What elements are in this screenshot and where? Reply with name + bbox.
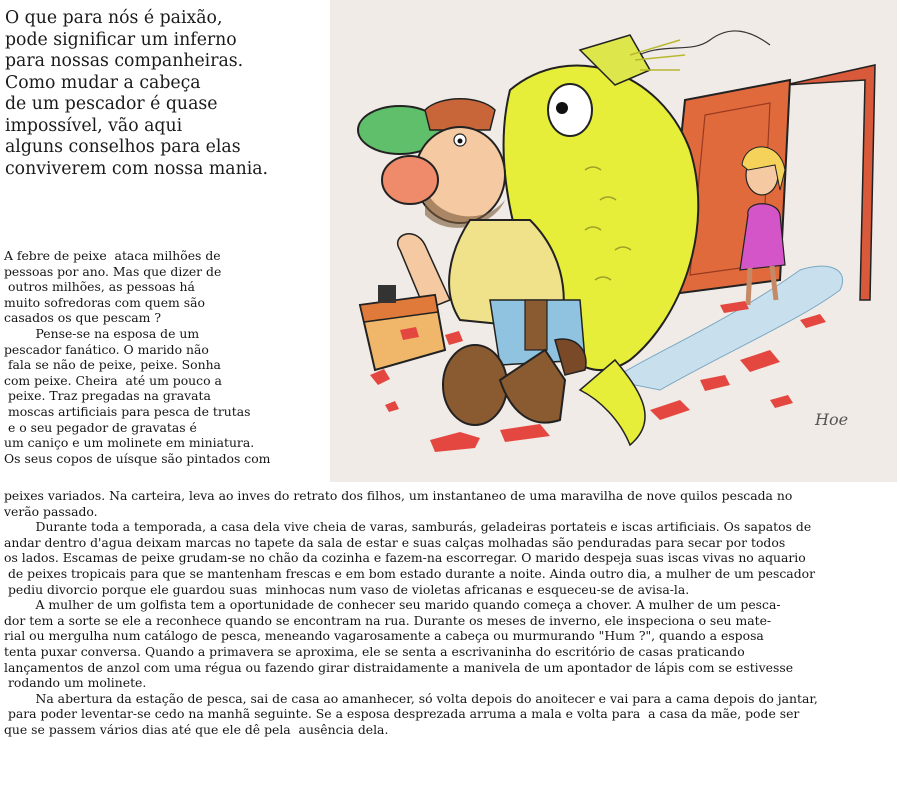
intro-line: impossível, vão aqui: [5, 115, 183, 136]
fisherman-cartoon-drawing: [330, 0, 897, 482]
text-line: pessoas por ano. Mas que dizer de: [4, 263, 222, 279]
text-line: tenta puxar conversa. Quando a primavera se aproxima, ele se senta a escrivaninha do escritório de casas praticando: [4, 643, 745, 659]
text-line: moscas artificiais para pesca de trutas: [4, 403, 251, 419]
intro-line: Como mudar a cabeça: [5, 72, 201, 93]
intro-line: para nossas companheiras.: [5, 51, 244, 71]
text-line: outros milhões, as pessoas há: [4, 279, 195, 295]
text-line: fala se não de peixe, peixe. Sonha: [4, 357, 221, 373]
cartoon-illustration: [330, 0, 897, 482]
text-line: andar dentro d'agua deixam marcas no tapete da sala de estar e suas calças molhadas são penduradas para secar por todos: [4, 534, 786, 550]
narrow-column-text: [4, 248, 324, 466]
text-line: A mulher de um golfista tem a oportunidade de conhecer seu marido quando começa a chover. A mulher de um pesca-: [4, 597, 781, 613]
text-line: lançamentos de anzol com uma régua ou fazendo girar distraidamente a manivela de um apontador de lápis com se estivesse: [4, 659, 794, 675]
text-line: com peixe. Cheira até um pouco a: [4, 372, 222, 388]
text-line: Os seus copos de uísque são pintados com: [4, 450, 271, 466]
text-line: rodando um molinete.: [4, 675, 147, 691]
text-line: rial ou mergulha num catálogo de pesca, meneando vagarosamente a cabeça ou murmurando "Hum ?", quando a esposa: [4, 628, 764, 644]
text-line: muito sofredoras com quem são: [4, 294, 205, 310]
text-line: que se passem vários dias até que ele dê pela ausência dela.: [4, 721, 389, 737]
text-line: pediu divorcio porque ele guardou suas minhocas num vaso de violetas africanas e esqueceu-se de avisa-la.: [4, 581, 690, 597]
intro-text: [5, 8, 325, 180]
artist-signature: Hoe: [815, 410, 849, 429]
text-line: de peixes tropicais para que se mantenham frescas e em bom estado durante a noite. Ainda outro dia, a mulher de um pescador: [4, 565, 816, 581]
text-line: Pense-se na esposa de um: [4, 325, 200, 341]
text-line: Na abertura da estação de pesca, sai de casa ao amanhecer, só volta depois do anoitecer e vai para a cama depois do jantar,: [4, 690, 818, 706]
text-line: para poder leventar-se cedo na manhã seguinte. Se a esposa desprezada arruma a mala e volta para a casa da mãe, pode ser: [4, 706, 800, 722]
text-line: peixes variados. Na carteira, leva ao inves do retrato dos filhos, um instantaneo de uma maravilha de nove quilos pescada no: [4, 488, 793, 503]
intro-line: alguns conselhos para elas: [5, 137, 241, 157]
text-line: e o seu pegador de gravatas é: [4, 419, 197, 435]
text-line: verão passado.: [4, 503, 98, 519]
text-line: A febre de peixe ataca milhões de: [4, 248, 221, 263]
text-line: dor tem a sorte se ele a reconhece quando se encontram na rua. Durante os meses de inverno, ele inspeciona o seu mate-: [4, 612, 772, 628]
full-width-text: [4, 488, 896, 738]
text-line: um caniço e um molinete em miniatura.: [4, 435, 255, 451]
text-line: os lados. Escamas de peixe grudam-se no chão da cozinha e fazem-na escorregar. O marido despeja suas iscas vivas no aquario: [4, 550, 806, 566]
intro-line: O que para nós é paixão,: [5, 8, 223, 28]
text-line: Durante toda a temporada, a casa dela vive cheia de varas, samburás, geladeiras portateis e iscas artificiais. Os sapatos de: [4, 519, 812, 535]
intro-line: de um pescador é quase: [5, 94, 218, 114]
text-line: peixe. Traz pregadas na gravata: [4, 388, 211, 404]
intro-line: conviverem com nossa mania.: [5, 158, 269, 179]
text-line: pescador fanático. O marido não: [4, 341, 209, 357]
text-line: casados os que pescam ?: [4, 310, 161, 326]
intro-line: pode significar um inferno: [5, 29, 237, 50]
